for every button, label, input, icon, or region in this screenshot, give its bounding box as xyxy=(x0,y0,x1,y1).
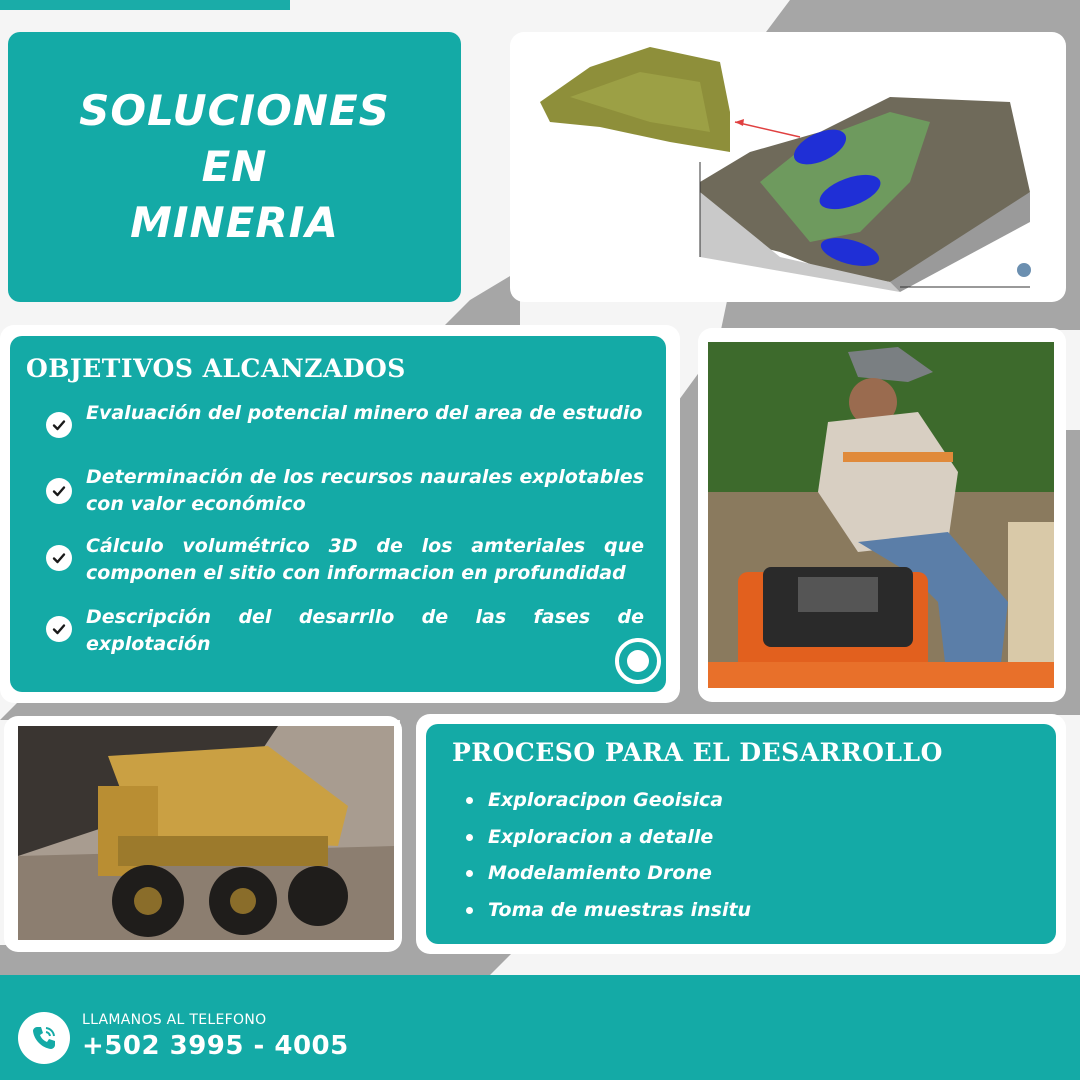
process-item: Exploracipon Geoisica xyxy=(466,782,751,819)
objective-text: Determinación de los recursos naurales explotables con valor económico xyxy=(86,466,644,515)
title-line-1: SOLUCIONES EN xyxy=(79,86,390,191)
objectives-panel xyxy=(10,336,666,692)
process-item: Toma de muestras insitu xyxy=(466,892,751,929)
check-icon xyxy=(46,616,72,642)
process-panel xyxy=(426,724,1056,944)
top-accent-bar xyxy=(0,0,290,10)
title-panel xyxy=(8,32,461,302)
truck-image-frame xyxy=(4,716,402,952)
model-image-frame xyxy=(510,32,1066,302)
phone-icon[interactable] xyxy=(18,1012,70,1064)
check-icon xyxy=(46,412,72,438)
process-list xyxy=(466,782,751,928)
process-item: Modelamiento Drone xyxy=(466,855,751,892)
page-title xyxy=(8,32,461,302)
check-icon xyxy=(46,545,72,571)
phone-number[interactable]: +502 3995 - 4005 xyxy=(82,1031,349,1061)
3d-geological-model-image xyxy=(530,42,1050,292)
objectives-heading: OBJETIVOS ALCANZADOS xyxy=(26,354,406,383)
contact-footer xyxy=(0,975,1080,1080)
radio-button-icon[interactable] xyxy=(615,638,661,684)
process-item: Exploracion a detalle xyxy=(466,819,751,856)
objective-text: Cálculo volumétrico 3D de los amteriales que componen el sitio con informacion en profundidad xyxy=(86,535,644,584)
mining-haul-truck-image xyxy=(18,726,394,940)
objective-text: Evaluación del potencial minero del area de estudio xyxy=(86,402,643,424)
field-worker-with-equipment-image xyxy=(708,342,1054,688)
process-heading: PROCESO PARA EL DESARROLLO xyxy=(452,738,943,767)
objective-text: Descripción del desarrllo de las fases de explotación xyxy=(86,606,644,655)
call-label: LLAMANOS AL TELEFONO xyxy=(82,1012,267,1028)
worker-image-frame xyxy=(698,328,1066,702)
check-icon xyxy=(46,478,72,504)
title-line-2: MINERIA xyxy=(130,198,339,247)
